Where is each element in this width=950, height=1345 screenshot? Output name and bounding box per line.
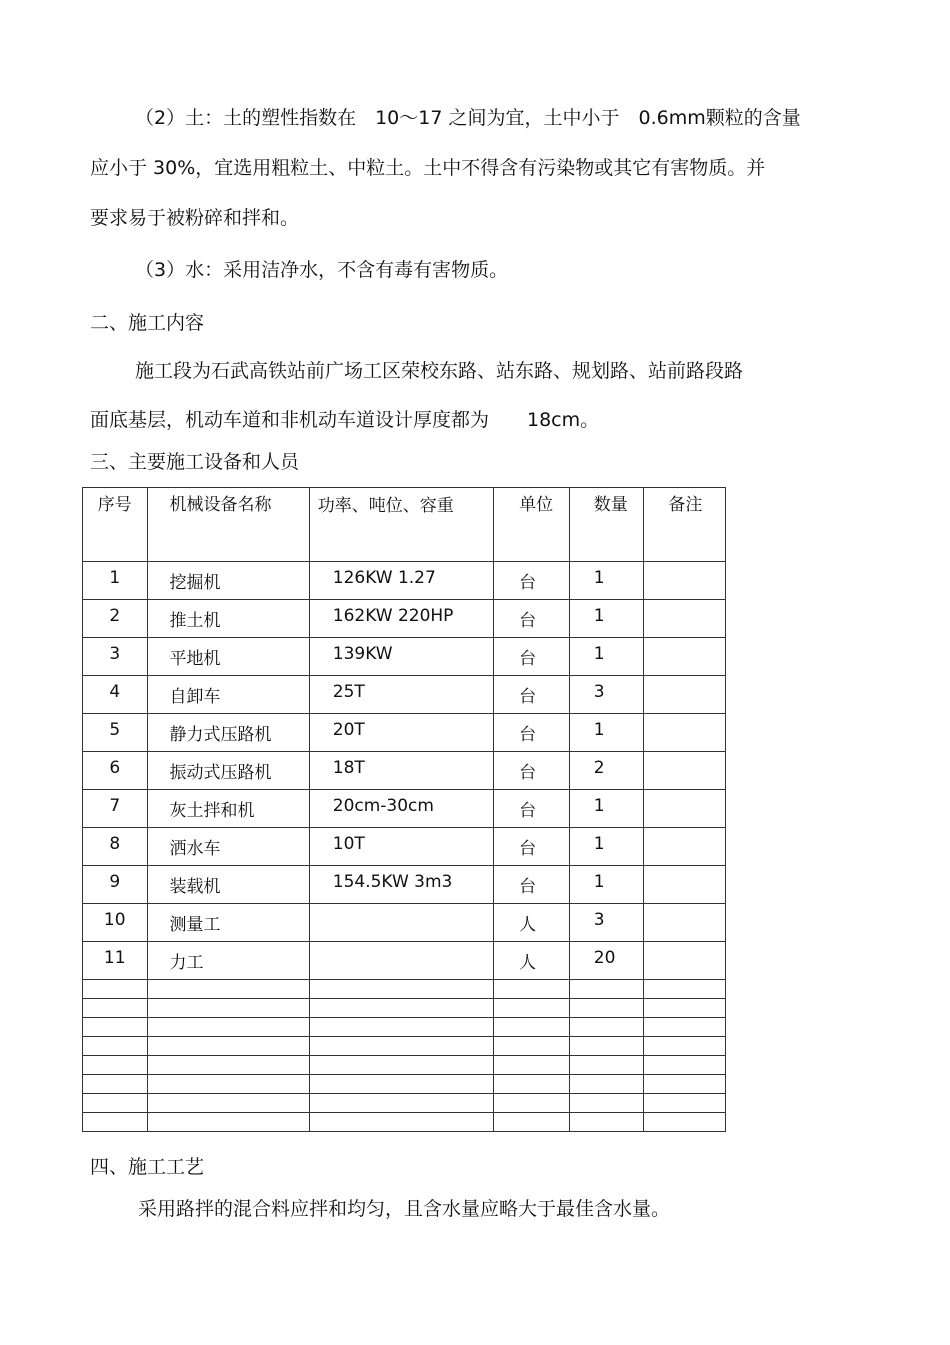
- empty-table-row: [83, 1018, 726, 1037]
- empty-cell: [83, 1018, 148, 1037]
- table-row: [83, 790, 726, 828]
- cell-qty: 1: [569, 562, 644, 600]
- empty-cell: [569, 1094, 644, 1113]
- empty-cell: [147, 999, 309, 1018]
- soil-paragraph-line-1: （2）土：土的塑性指数在 10～17 之间为宜，土中小于 0.6mm颗粒的含量: [135, 107, 801, 129]
- empty-cell: [644, 1018, 726, 1037]
- cell-note: [644, 904, 726, 942]
- cell-no: 6: [83, 752, 148, 790]
- header-name: 机械设备名称: [147, 488, 309, 562]
- cell-no: 7: [83, 790, 148, 828]
- cell-unit: 台: [494, 600, 570, 638]
- empty-cell: [147, 1056, 309, 1075]
- empty-table-row: [83, 1113, 726, 1132]
- header-note: 备注: [644, 488, 726, 562]
- header-power: 功率、吨位、容重: [309, 488, 493, 562]
- empty-table-row: [83, 1094, 726, 1113]
- table-row: [83, 866, 726, 904]
- cell-note: [644, 638, 726, 676]
- empty-cell: [309, 1075, 493, 1094]
- empty-cell: [569, 980, 644, 999]
- table-row: [83, 638, 726, 676]
- empty-cell: [309, 1018, 493, 1037]
- empty-cell: [644, 980, 726, 999]
- section-2-line-2: 面底基层，机动车道和非机动车道设计厚度都为 18cm。: [90, 409, 600, 431]
- table-header-row: [83, 488, 726, 562]
- cell-unit: 台: [494, 828, 570, 866]
- cell-no: 4: [83, 676, 148, 714]
- empty-cell: [494, 1018, 570, 1037]
- cell-name: 振动式压路机: [147, 752, 309, 790]
- cell-note: [644, 752, 726, 790]
- empty-cell: [569, 1056, 644, 1075]
- empty-cell: [644, 1056, 726, 1075]
- cell-note: [644, 676, 726, 714]
- empty-table-row: [83, 1056, 726, 1075]
- table-row: [83, 600, 726, 638]
- empty-cell: [147, 1094, 309, 1113]
- cell-qty: 1: [569, 828, 644, 866]
- cell-no: 2: [83, 600, 148, 638]
- cell-name: 自卸车: [147, 676, 309, 714]
- header-unit: 单位: [494, 488, 570, 562]
- cell-power: [309, 942, 493, 980]
- empty-cell: [644, 999, 726, 1018]
- empty-cell: [147, 1037, 309, 1056]
- cell-no: 9: [83, 866, 148, 904]
- empty-table-row: [83, 1037, 726, 1056]
- cell-unit: 台: [494, 638, 570, 676]
- empty-cell: [147, 980, 309, 999]
- header-qty: 数量: [569, 488, 644, 562]
- section-4-heading: 四、施工工艺: [90, 1156, 205, 1178]
- cell-unit: 台: [494, 676, 570, 714]
- cell-no: 5: [83, 714, 148, 752]
- cell-name: 推土机: [147, 600, 309, 638]
- empty-cell: [147, 1018, 309, 1037]
- empty-cell: [644, 1094, 726, 1113]
- empty-cell: [569, 1075, 644, 1094]
- empty-cell: [309, 1113, 493, 1132]
- empty-cell: [83, 1113, 148, 1132]
- cell-qty: 1: [569, 790, 644, 828]
- empty-cell: [494, 999, 570, 1018]
- cell-no: 8: [83, 828, 148, 866]
- empty-cell: [644, 1075, 726, 1094]
- cell-note: [644, 790, 726, 828]
- cell-no: 3: [83, 638, 148, 676]
- cell-name: 挖掘机: [147, 562, 309, 600]
- empty-cell: [644, 1113, 726, 1132]
- cell-power: 25T: [309, 676, 493, 714]
- cell-qty: 1: [569, 638, 644, 676]
- equipment-table: [82, 487, 726, 1132]
- cell-name: 静力式压路机: [147, 714, 309, 752]
- cell-note: [644, 942, 726, 980]
- cell-qty: 20: [569, 942, 644, 980]
- empty-cell: [83, 1075, 148, 1094]
- table-row: [83, 714, 726, 752]
- empty-table-row: [83, 980, 726, 999]
- empty-table-row: [83, 1075, 726, 1094]
- cell-power: 18T: [309, 752, 493, 790]
- header-no: 序号: [83, 488, 148, 562]
- cell-power: 139KW: [309, 638, 493, 676]
- cell-qty: 1: [569, 600, 644, 638]
- empty-cell: [83, 999, 148, 1018]
- cell-note: [644, 562, 726, 600]
- empty-cell: [494, 1094, 570, 1113]
- cell-name: 灰土拌和机: [147, 790, 309, 828]
- empty-cell: [309, 1037, 493, 1056]
- empty-cell: [494, 980, 570, 999]
- soil-paragraph-line-2: 应小于 30%，宜选用粗粒土、中粒土。土中不得含有污染物或其它有害物质。并: [90, 157, 766, 179]
- cell-unit: 台: [494, 866, 570, 904]
- section-3-heading: 三、主要施工设备和人员: [90, 451, 300, 473]
- empty-cell: [494, 1037, 570, 1056]
- table-row: [83, 904, 726, 942]
- cell-power: 126KW 1.27: [309, 562, 493, 600]
- empty-cell: [83, 1037, 148, 1056]
- cell-power: [309, 904, 493, 942]
- empty-cell: [147, 1113, 309, 1132]
- cell-no: 10: [83, 904, 148, 942]
- cell-name: 洒水车: [147, 828, 309, 866]
- empty-cell: [494, 1113, 570, 1132]
- empty-cell: [309, 1056, 493, 1075]
- cell-qty: 1: [569, 866, 644, 904]
- empty-cell: [494, 1056, 570, 1075]
- cell-note: [644, 600, 726, 638]
- empty-cell: [83, 980, 148, 999]
- cell-unit: 台: [494, 790, 570, 828]
- cell-no: 11: [83, 942, 148, 980]
- empty-cell: [569, 999, 644, 1018]
- section-2-line-1: 施工段为石武高铁站前广场工区荣校东路、站东路、规划路、站前路段路: [135, 360, 744, 382]
- cell-power: 10T: [309, 828, 493, 866]
- empty-cell: [309, 1094, 493, 1113]
- soil-paragraph-line-3: 要求易于被粉碎和拌和。: [90, 207, 300, 229]
- cell-name: 平地机: [147, 638, 309, 676]
- cell-power: 20T: [309, 714, 493, 752]
- cell-qty: 3: [569, 676, 644, 714]
- table-row: [83, 828, 726, 866]
- cell-power: 154.5KW 3m3: [309, 866, 493, 904]
- cell-unit: 台: [494, 714, 570, 752]
- cell-note: [644, 714, 726, 752]
- table-row: [83, 676, 726, 714]
- cell-unit: 台: [494, 752, 570, 790]
- cell-power: 20cm-30cm: [309, 790, 493, 828]
- cell-power: 162KW 220HP: [309, 600, 493, 638]
- empty-cell: [569, 1037, 644, 1056]
- empty-cell: [83, 1094, 148, 1113]
- cell-unit: 人: [494, 942, 570, 980]
- section-4-line-1: 采用路拌的混合料应拌和均匀，且含水量应略大于最佳含水量。: [138, 1198, 671, 1220]
- empty-cell: [569, 1113, 644, 1132]
- empty-cell: [569, 1018, 644, 1037]
- cell-qty: 3: [569, 904, 644, 942]
- empty-cell: [309, 980, 493, 999]
- cell-name: 测量工: [147, 904, 309, 942]
- table-row: [83, 752, 726, 790]
- cell-no: 1: [83, 562, 148, 600]
- cell-name: 装载机: [147, 866, 309, 904]
- empty-cell: [147, 1075, 309, 1094]
- empty-cell: [83, 1056, 148, 1075]
- cell-qty: 2: [569, 752, 644, 790]
- cell-unit: 台: [494, 562, 570, 600]
- cell-note: [644, 828, 726, 866]
- section-2-heading: 二、施工内容: [90, 312, 205, 334]
- empty-cell: [309, 999, 493, 1018]
- cell-name: 力工: [147, 942, 309, 980]
- empty-cell: [644, 1037, 726, 1056]
- empty-cell: [494, 1075, 570, 1094]
- water-paragraph: （3）水：采用洁净水，不含有毒有害物质。: [135, 259, 509, 281]
- empty-table-row: [83, 999, 726, 1018]
- table-row: [83, 562, 726, 600]
- cell-unit: 人: [494, 904, 570, 942]
- cell-note: [644, 866, 726, 904]
- table-row: [83, 942, 726, 980]
- cell-qty: 1: [569, 714, 644, 752]
